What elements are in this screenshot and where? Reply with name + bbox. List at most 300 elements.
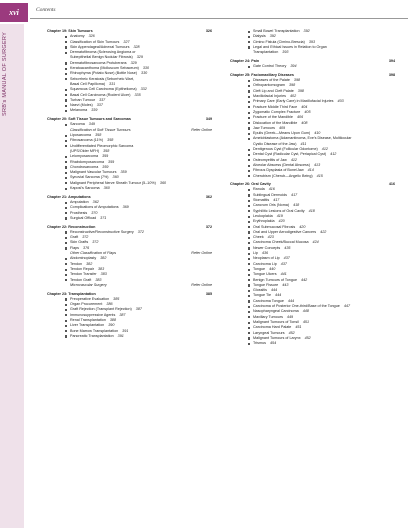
online-entry-title: Other Classification of Flaps [70, 251, 117, 256]
entry-page-number: 393 [308, 39, 315, 44]
entry-page-number: 454 [269, 341, 277, 346]
entry-title: Carcinoma Hard Palate [253, 325, 292, 330]
checkbox-square-icon [65, 202, 67, 204]
toc-entry [230, 341, 395, 346]
contents-column-right [230, 29, 395, 346]
entry-page-number: 382 [86, 261, 93, 266]
checkbox-square-icon [248, 194, 250, 196]
entry-page-number: 420 [278, 219, 285, 224]
entry-title: Diseases of the Palate [253, 78, 290, 83]
entry-title: Erythroplakia [253, 219, 275, 224]
entry-page-number: 359 [102, 164, 109, 169]
entry-page-number: 376 [83, 245, 90, 250]
checkbox-square-icon [248, 253, 250, 255]
entry-title: Malignant Tumours of Tonsil [253, 319, 299, 324]
checkbox-square-icon [65, 242, 67, 244]
page-number-tab: xvi [0, 3, 28, 22]
entry-title: Preoperative Evaluation [70, 296, 110, 301]
entry-title: Immunosuppressive Agents [70, 312, 116, 317]
entry-title: Prosthesis [70, 210, 88, 215]
checkbox-square-icon [248, 154, 250, 156]
checkbox-square-icon [248, 66, 250, 68]
entry-title: Osteomyelitis of Jaw [253, 157, 287, 162]
entry-page-number: 372 [92, 240, 99, 245]
checkbox-square-icon [248, 337, 250, 339]
checkbox-square-icon [248, 127, 250, 129]
checkbox-square-icon [65, 172, 67, 174]
entry-page-number: 436 [261, 251, 269, 256]
entry-title: Dermatofibroma (Sclerosing Angioma or [70, 50, 136, 55]
entry-title: Fracture of the Mandible [253, 115, 293, 120]
entry-title: Renal Transplantation [70, 318, 106, 322]
entry-title: Tongue Fissure [253, 282, 279, 287]
entry-title: Carcinoma Lip [253, 261, 277, 266]
checkbox-square-icon [248, 274, 250, 276]
entry-title: Dialysis [253, 34, 266, 39]
checkbox-square-icon [65, 207, 67, 209]
entry-page-number: 330 [141, 71, 148, 76]
entry-title: Glossitis [253, 288, 267, 293]
checkbox-square-icon [248, 159, 250, 161]
entry-page-number: 335 [134, 92, 141, 97]
entry-title: Undifferentiated Pleomorphic Sarcoma [70, 143, 134, 148]
entry-title: Tongue Ulcers [253, 272, 277, 277]
checkbox-square-icon [248, 343, 250, 345]
checkbox-square-icon [65, 124, 67, 126]
entry-title: Oral Submucosal Fibrosis [253, 224, 296, 229]
entry-title: Newer Concepts [253, 245, 281, 250]
refer-online-label: Refer Online [191, 127, 212, 132]
entry-title: Legal and Ethical Issues in Relation to Organ [253, 44, 327, 49]
entry-title: Tendon Repair [70, 266, 94, 271]
entry-page-number: 392 [303, 29, 310, 33]
chapter-title: Chapter 23: Transplantation [47, 291, 96, 296]
entry-page-number: 360 [103, 186, 110, 190]
entry-page-number: 409 [278, 125, 286, 130]
entry-title: Squamous Cell Carcinoma (Epithelioma) [70, 87, 137, 92]
checkbox-square-icon [248, 300, 250, 302]
entry-title: Zygomatic Complex Fracture [253, 109, 301, 114]
entry-page-number: 452 [288, 330, 295, 335]
entry-title: Sublingual Dermoids [253, 192, 288, 197]
entry-title: Carcinoma of Posterior One-third/Base of the Tongue [253, 304, 340, 309]
entry-page-number: 358 [107, 138, 114, 143]
entry-page-number: 402 [290, 94, 297, 99]
checkbox-square-icon [248, 322, 250, 324]
checkbox-square-icon [65, 212, 67, 214]
entry-title: Tendon Graft [70, 277, 92, 282]
entry-page-number: 411 [300, 141, 307, 146]
entry-title: Maxillofacial Injuries [253, 94, 286, 99]
checkbox-square-icon [65, 135, 67, 137]
chapter-page-number: 416 [388, 182, 395, 187]
entry-page-number: 413 [313, 162, 321, 167]
entry-title: Laryngeal Tumours [253, 330, 285, 335]
checkbox-square-icon [65, 99, 67, 101]
checkbox-square-icon [248, 306, 250, 308]
entry-page-number: 337 [99, 97, 106, 102]
checkbox-square-icon [248, 46, 250, 48]
checkbox-square-icon [65, 269, 67, 271]
entry-page-number: 383 [95, 277, 102, 282]
checkbox-square-icon [248, 221, 250, 223]
entry-title: Turban Tumour [70, 97, 96, 102]
entry-page-number: 332 [140, 87, 147, 92]
checkbox-square-icon [65, 330, 67, 332]
toc-entry [47, 334, 212, 339]
entry-page-number: 362 [92, 199, 99, 204]
checkbox-square-icon [248, 80, 250, 82]
entry-title: Tongue [253, 266, 266, 271]
entry-page-number: 449 [286, 314, 294, 319]
entry-title: Complications of Amputations [70, 205, 119, 210]
checkbox-square-icon [65, 156, 67, 158]
checkbox-square-icon [65, 314, 67, 316]
checkbox-square-icon [65, 247, 67, 249]
entry-title: Dermatofibrosarcoma Protuberans [70, 60, 127, 65]
entry-title: Jaw Tumours [253, 125, 275, 130]
entry-page-number: 369 [122, 205, 129, 210]
entry-page-number: 326 [88, 34, 95, 39]
entry-title: Skin Grafts [70, 240, 89, 245]
entry-title: Carcinoma Cheek/Buccal Mucosa [253, 240, 309, 245]
checkbox-square-icon [65, 46, 67, 48]
entry-title: Maxillary Tumours [253, 314, 283, 319]
entry-title: Reconstructive/Reconstructive Surgery [70, 229, 134, 234]
entry-page-number: 371 [100, 215, 107, 220]
checkbox-square-icon [65, 258, 67, 260]
entry-page-number: 443 [282, 282, 289, 287]
checkbox-square-icon [248, 237, 250, 239]
entry-page-number: 420 [299, 224, 306, 229]
checkbox-square-icon [65, 325, 67, 327]
checkbox-square-icon [248, 295, 250, 297]
entry-title: (UPS/Older MFH) [70, 148, 100, 153]
entry-page-number: 451 [295, 325, 302, 330]
entry-title: Dislocation of the Mandible [253, 120, 298, 125]
chapter-page-number: 326 [205, 29, 212, 33]
entry-title: Dental Cyst (Radicular Cyst, Periapical Cyst) [253, 152, 327, 157]
checkbox-square-icon [65, 279, 67, 281]
entry-page-number: 437 [283, 256, 290, 261]
entry-title: Chondrosarcoma [70, 164, 99, 169]
entry-page-number: 330 [142, 66, 150, 71]
entry-page-number: 423 [267, 235, 274, 240]
entry-page-number: 359 [120, 170, 127, 175]
entry-title: Cancrum Oris (Noma) [253, 203, 290, 208]
entry-title: Malignant Tumours of Larynx [253, 335, 301, 340]
chapter-page-number: 362 [205, 194, 212, 199]
entry-title: Liver Transplantation [70, 323, 105, 328]
entry-page-number: 392 [269, 34, 276, 39]
entry-title: Lip [253, 251, 258, 256]
entry-page-number: 394 [290, 64, 297, 69]
page-header [0, 0, 416, 24]
entry-page-number: 358 [95, 133, 102, 138]
entry-page-number: 386 [106, 302, 113, 307]
checkbox-square-icon [248, 242, 250, 244]
entry-page-number: 385 [113, 296, 120, 301]
entry-page-number: 360 [112, 175, 119, 180]
entry-page-number: 393 [282, 50, 289, 55]
entry-title: Fibrosarcoma (11%) [70, 138, 104, 143]
entry-page-number: 398 [288, 83, 296, 88]
checkbox-square-icon [248, 117, 250, 119]
entry-page-number: 415 [316, 173, 323, 178]
entry-title: Cheek [253, 235, 264, 240]
checkbox-square-icon [65, 177, 67, 179]
entry-title: Anatomy [70, 34, 85, 39]
chapter-page-number: 372 [205, 224, 212, 229]
checkbox-square-icon [65, 62, 67, 64]
entry-page-number: 416 [268, 187, 275, 192]
entry-title: Rhinophyma (Potato Nose) (Bottle Nose) [70, 71, 138, 76]
checkbox-square-icon [248, 279, 250, 281]
entry-page-number: 405 [304, 109, 311, 114]
entry-title: Nasopharyngeal Carcinoma [253, 309, 299, 314]
checkbox-square-icon [248, 263, 250, 265]
checkbox-square-icon [248, 316, 250, 318]
entry-page-number: 412 [330, 152, 337, 157]
entry-title: Benign Tumours of Tongue [253, 277, 298, 282]
refer-online-label: Refer Online [191, 251, 212, 256]
entry-page-number: 331 [109, 81, 116, 86]
checkbox-square-icon [248, 226, 250, 228]
checkbox-square-icon [248, 170, 250, 172]
entry-page-number: 418 [308, 208, 315, 213]
checkbox-square-icon [65, 94, 67, 96]
entry-title: Orthopantomogram [253, 83, 285, 88]
entry-title: Keratoacanthoma (Molluscum Sebaceum) [70, 66, 139, 71]
checkbox-square-icon [65, 166, 67, 168]
entry-title: Graft [70, 235, 79, 240]
entry-page-number: 329 [136, 55, 143, 60]
checkbox-square-icon [248, 112, 250, 114]
entry-page-number: 383 [100, 272, 107, 277]
entry-page-number: 437 [280, 261, 287, 266]
entry-page-number: 435 [284, 245, 291, 250]
entry-title: Leiomyosarcoma [70, 154, 99, 159]
entry-title: Leukoplakia [253, 213, 273, 218]
checkbox-square-icon [248, 311, 250, 313]
chapter-title: Chapter 25: Faciomaxillary Diseases [230, 72, 294, 77]
book-title-vertical: SRB's MANUAL OF SURGERY [2, 32, 8, 117]
online-entry-title: Microvascular Surgery [70, 282, 107, 287]
checkbox-square-icon [65, 41, 67, 43]
chapter-title: Chapter 19: Skin Tumours [47, 29, 93, 33]
entry-page-number: 359 [108, 159, 115, 164]
entry-page-number: 408 [301, 120, 308, 125]
entry-page-number: 417 [273, 198, 280, 203]
entry-page-number: 414 [307, 168, 314, 173]
checkbox-square-icon [248, 138, 250, 140]
entry-title: Dentigerous Cyst (Follicular Odontome) [253, 147, 318, 152]
entry-page-number: 406 [296, 115, 304, 120]
entry-title: Gate Control Theory [253, 64, 287, 69]
entry-title: Kaposi's Sarcoma [70, 186, 100, 190]
refer-online-label: Refer Online [191, 282, 212, 287]
checkbox-square-icon [65, 237, 67, 239]
entry-title: Cleft Lip and Cleft Palate [253, 88, 294, 93]
entry-page-number: 440 [269, 266, 276, 271]
entry-page-number: 418 [293, 203, 300, 208]
entry-page-number: 448 [302, 309, 309, 314]
entry-page-number: 391 [122, 328, 129, 333]
entry-title: Primary Care (Early Care) in Maxillofacial Injuries [253, 99, 334, 104]
entry-page-number: 339 [91, 108, 98, 113]
entry-page-number: 424 [312, 240, 319, 245]
checkbox-square-icon [248, 90, 250, 92]
entry-page-number: 387 [119, 312, 126, 317]
entry-title: Naevi (Moles) [70, 103, 93, 108]
checkbox-square-icon [248, 284, 250, 286]
entry-page-number: 398 [297, 88, 304, 93]
checkbox-square-icon [248, 332, 250, 334]
checkbox-square-icon [65, 110, 67, 112]
checkbox-square-icon [248, 290, 250, 292]
checkbox-square-icon [65, 68, 67, 70]
entry-page-number: 329 [130, 60, 137, 65]
entry-page-number: 442 [301, 277, 308, 282]
entry-page-number: 422 [320, 229, 327, 234]
checkbox-square-icon [248, 247, 250, 249]
checkbox-square-icon [65, 309, 67, 311]
checkbox-square-icon [248, 36, 250, 38]
entry-page-number: 444 [275, 293, 282, 298]
checkbox-square-icon [248, 85, 250, 87]
checkbox-square-icon [65, 274, 67, 276]
entry-page-number: 372 [82, 235, 89, 240]
entry-title: Amputation [70, 199, 89, 204]
entry-page-number: 451 [302, 319, 309, 324]
entry-title: Subepithelial Benign Nodular Fibrosis) [70, 55, 133, 60]
entry-page-number: 382 [100, 256, 107, 261]
entry-title: Synovial Sarcoma (7%) [70, 175, 109, 180]
entry-page-number: 391 [117, 333, 124, 338]
entry-page-number: 387 [135, 307, 142, 312]
entry-title: Stomatitis [253, 198, 270, 203]
entry-title: Abdominoplasty [70, 256, 97, 261]
checkbox-square-icon [65, 263, 67, 265]
entry-title: Flaps [70, 245, 80, 250]
checkbox-square-icon [65, 217, 67, 219]
entry-page-number: 327 [123, 39, 130, 44]
entry-title: Basal Cell Papilloma) [70, 81, 106, 86]
entry-title: Malignant Vascular Tumours [70, 170, 117, 175]
side-strip [0, 24, 24, 528]
entry-title: Tongue Tie [253, 293, 272, 298]
checkbox-square-icon [65, 140, 67, 142]
checkbox-square-icon [248, 122, 250, 124]
chapter-page-number: 394 [388, 58, 395, 63]
entry-page-number: 370 [91, 210, 98, 215]
entry-page-number: 404 [301, 104, 308, 109]
entry-title: Epulis (Greek—Means Upon Gum) [253, 131, 311, 136]
checkbox-square-icon [248, 41, 250, 43]
entry-title: Transplantation [253, 50, 279, 55]
entry-page-number: 403 [337, 99, 344, 104]
checkbox-square-icon [248, 101, 250, 103]
chapter-title: Chapter 20: Soft Tissue Tumours and Sarcomas [47, 117, 131, 122]
checkbox-square-icon [65, 145, 67, 147]
entry-title: Alveolar Abscess (Dental Abscess) [253, 162, 310, 167]
entry-page-number: 328 [133, 44, 140, 49]
checkbox-square-icon [248, 327, 250, 329]
entry-title: Classification of Skin Tumours [70, 39, 120, 44]
entry-title: Fracture Middle Third Face [253, 104, 298, 109]
running-head-title: Contents [36, 7, 56, 13]
checkbox-square-icon [248, 106, 250, 108]
chapter-page-number: 398 [388, 72, 395, 77]
contents-column-left [47, 29, 212, 339]
checkbox-square-icon [65, 188, 67, 190]
entry-title: Organ Procurement [70, 302, 103, 307]
checkbox-square-icon [65, 52, 67, 54]
entry-title: Ameloblastoma (Adamantinoma, Eve's Disease, Multilocular [253, 136, 352, 141]
entry-title: Ranula [253, 187, 265, 192]
entry-title: Basal Cell Carcinoma (Rodent Ulcer) [70, 92, 131, 97]
entry-page-number: 398 [293, 78, 301, 83]
checkbox-square-icon [248, 189, 250, 191]
checkbox-square-icon [65, 182, 67, 184]
checkbox-square-icon [65, 89, 67, 91]
entry-title: Melanoma [70, 108, 88, 113]
checkbox-square-icon [65, 161, 67, 163]
chapter-page-number: 385 [205, 291, 212, 296]
checkbox-square-icon [65, 298, 67, 300]
entry-title: Cherubism (Cherub—Angelic Being) [253, 173, 313, 178]
checkbox-square-icon [65, 231, 67, 233]
checkbox-square-icon [248, 133, 250, 135]
checkbox-square-icon [65, 105, 67, 107]
checkbox-square-icon [248, 205, 250, 207]
checkbox-square-icon [248, 210, 250, 212]
entry-page-number: 417 [291, 192, 298, 197]
checkbox-square-icon [248, 200, 250, 202]
entry-title: Rhabdomyosarcoma [70, 159, 105, 164]
entry-title: Tendon Transfer [70, 272, 97, 277]
entry-title: Pancreatic Transplantation [70, 333, 114, 338]
entry-page-number: 419 [276, 213, 283, 218]
entry-page-number: 444 [287, 298, 295, 303]
entry-title: Skin Appendageal/Adnexal Tumours [70, 44, 130, 49]
entry-page-number: 412 [290, 157, 297, 162]
entry-page-number: 359 [102, 154, 109, 159]
chapter-title: Chapter 24: Pain [230, 58, 260, 63]
checkbox-square-icon [248, 175, 250, 177]
entry-title: Malignant Peripheral Nerve Sheath Tumour (5–10%) [70, 180, 156, 185]
checkbox-square-icon [248, 258, 250, 260]
entry-page-number: 390 [108, 323, 115, 328]
entry-page-number: 349 [88, 122, 95, 127]
entry-title: Bone Marrow Transplantation [70, 328, 119, 333]
checkbox-square-icon [65, 36, 67, 38]
entry-page-number: 447 [343, 304, 350, 309]
entry-title: Fibrous Dysplasia of Bone/Jaw [253, 168, 304, 173]
checkbox-square-icon [65, 304, 67, 306]
chapter-title: Chapter 26: Oral Cavity [230, 182, 271, 187]
checkbox-square-icon [65, 78, 67, 80]
entry-title: Syphilitic Lesions of Oral Cavity [253, 208, 305, 213]
chapter-title: Chapter 21: Amputations [47, 194, 91, 199]
chapter-page-number: 349 [205, 117, 212, 122]
entry-title: Oral and Upper Aerodigestive Cancers [253, 229, 317, 234]
entry-title: Surgical Offload [70, 215, 97, 220]
entry-title: Cystic Disease of the Jaw) [253, 141, 297, 146]
checkbox-square-icon [248, 231, 250, 233]
entry-title: Sarcoma [70, 122, 85, 127]
entry-title: Graft Rejection (Transplant Rejection) [70, 307, 132, 312]
